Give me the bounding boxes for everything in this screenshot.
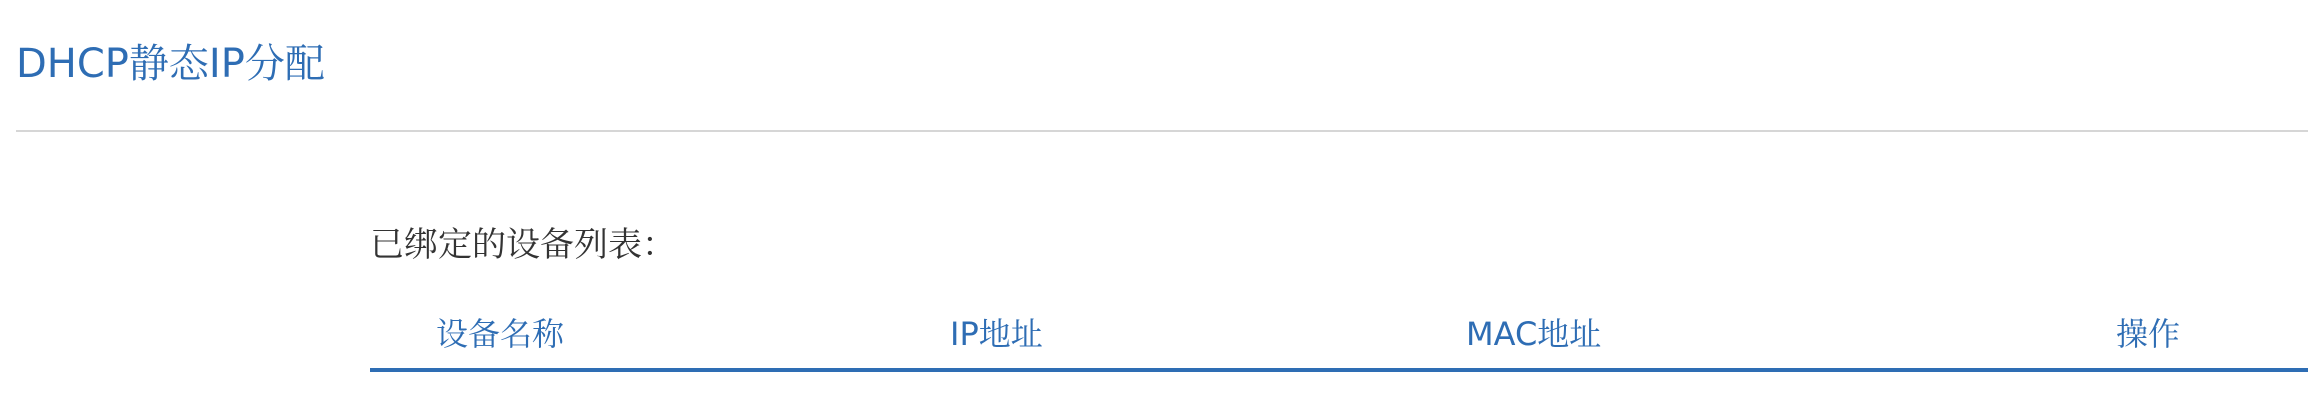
bound-device-list-label: 已绑定的设备列表： <box>370 225 676 265</box>
table-header <box>370 304 2308 372</box>
column-header-mac-address[interactable]: MAC地址 <box>1466 315 1602 353</box>
column-header-device-name[interactable]: 设备名称 <box>436 315 565 353</box>
bound-device-table <box>370 304 2308 372</box>
column-header-ip-address[interactable]: IP地址 <box>950 315 1043 353</box>
page-title: DHCP静态IP分配 <box>16 41 325 87</box>
title-divider <box>16 130 2308 132</box>
column-header-operation[interactable]: 操作 <box>2116 315 2181 353</box>
